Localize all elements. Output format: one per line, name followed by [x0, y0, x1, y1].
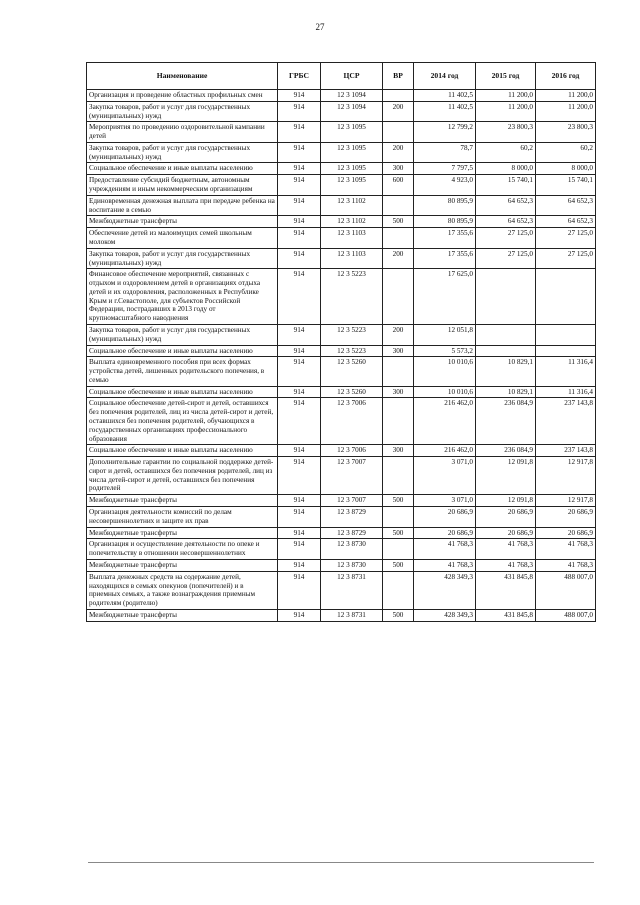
cell-name: Межбюджетные трансферты: [87, 559, 278, 571]
cell-2015: 23 800,3: [476, 122, 536, 143]
cell-vr: 200: [383, 248, 414, 269]
cell-2014: 80 895,9: [414, 216, 476, 228]
header-name: Наименование: [87, 63, 278, 90]
cell-2014: 12 051,8: [414, 324, 476, 345]
cell-2015: 236 084,9: [476, 445, 536, 457]
cell-2015: [476, 345, 536, 357]
cell-vr: [383, 398, 414, 445]
cell-grbs: 914: [278, 609, 321, 621]
cell-vr: 300: [383, 163, 414, 175]
cell-2015: 10 829,1: [476, 386, 536, 398]
cell-2015: 15 740,1: [476, 175, 536, 196]
cell-csr: 12 3 8729: [321, 527, 383, 539]
cell-2016: 27 125,0: [536, 248, 596, 269]
header-csr: ЦСР: [321, 63, 383, 90]
cell-2014: 20 686,9: [414, 507, 476, 528]
cell-vr: 300: [383, 345, 414, 357]
cell-2015: 41 768,3: [476, 559, 536, 571]
cell-2016: 41 768,3: [536, 539, 596, 560]
cell-2016: 12 917,8: [536, 495, 596, 507]
cell-2014: 10 010,6: [414, 357, 476, 386]
cell-2014: 17 355,6: [414, 248, 476, 269]
cell-vr: 500: [383, 559, 414, 571]
cell-csr: 12 3 8730: [321, 539, 383, 560]
table-row: [87, 324, 596, 345]
cell-vr: [383, 122, 414, 143]
cell-2015: 60,2: [476, 142, 536, 163]
cell-grbs: 914: [278, 228, 321, 249]
cell-grbs: 914: [278, 571, 321, 609]
cell-vr: [383, 571, 414, 609]
table-row: [87, 457, 596, 495]
cell-grbs: 914: [278, 345, 321, 357]
cell-csr: 12 3 7006: [321, 445, 383, 457]
cell-2016: 15 740,1: [536, 175, 596, 196]
cell-2016: 11 316,4: [536, 357, 596, 386]
cell-csr: 12 3 1103: [321, 228, 383, 249]
cell-csr: 12 3 5223: [321, 269, 383, 325]
cell-grbs: 914: [278, 324, 321, 345]
cell-grbs: 914: [278, 495, 321, 507]
cell-2016: 23 800,3: [536, 122, 596, 143]
cell-2016: 64 652,3: [536, 195, 596, 216]
cell-2014: 17 355,6: [414, 228, 476, 249]
cell-2014: 5 573,2: [414, 345, 476, 357]
cell-name: Предоставление субсидий бюджетным, автономным учреждениям и иным некоммерческим организациям: [87, 175, 278, 196]
cell-2016: 12 917,8: [536, 457, 596, 495]
cell-csr: 12 3 1095: [321, 122, 383, 143]
cell-2014: 20 686,9: [414, 527, 476, 539]
cell-2016: [536, 324, 596, 345]
page-number: 27: [315, 22, 325, 32]
cell-grbs: 914: [278, 386, 321, 398]
cell-2014: 17 625,0: [414, 269, 476, 325]
cell-vr: 200: [383, 324, 414, 345]
table-body: [87, 90, 596, 622]
cell-vr: [383, 228, 414, 249]
table-row: [87, 90, 596, 102]
cell-name: Закупка товаров, работ и услуг для государственных (муниципальных) нужд: [87, 324, 278, 345]
table-row: [87, 248, 596, 269]
cell-csr: 12 3 1102: [321, 195, 383, 216]
cell-2016: 237 143,8: [536, 445, 596, 457]
header-vr: ВР: [383, 63, 414, 90]
table-row: [87, 386, 596, 398]
cell-name: Выплата денежных средств на содержание детей, находящихся в семьях опекунов (попечителей) и в приемных семьях, а также вознаграждения приемным родителям (родителю): [87, 571, 278, 609]
cell-name: Обеспечение детей из малоимущих семей школьным молоком: [87, 228, 278, 249]
cell-csr: 12 3 5223: [321, 324, 383, 345]
cell-2015: 12 091,8: [476, 457, 536, 495]
cell-csr: 12 3 1094: [321, 101, 383, 122]
cell-2016: 64 652,3: [536, 216, 596, 228]
table-row: [87, 269, 596, 325]
cell-name: Организация и проведение областных профильных смен: [87, 90, 278, 102]
cell-grbs: 914: [278, 101, 321, 122]
table-row: [87, 609, 596, 621]
bottom-divider: [88, 862, 594, 863]
cell-name: Социальное обеспечение и иные выплаты населению: [87, 445, 278, 457]
table-row: [87, 495, 596, 507]
table-row: [87, 163, 596, 175]
cell-vr: [383, 195, 414, 216]
cell-2015: 27 125,0: [476, 228, 536, 249]
cell-grbs: 914: [278, 216, 321, 228]
header-grbs: ГРБС: [278, 63, 321, 90]
table-row: [87, 539, 596, 560]
cell-name: Закупка товаров, работ и услуг для государственных (муниципальных) нужд: [87, 248, 278, 269]
cell-2014: 7 797,5: [414, 163, 476, 175]
cell-2016: 20 686,9: [536, 527, 596, 539]
cell-2016: 20 686,9: [536, 507, 596, 528]
header-2015: 2015 год: [476, 63, 536, 90]
cell-2014: 3 071,0: [414, 457, 476, 495]
table-row: [87, 571, 596, 609]
cell-2016: 27 125,0: [536, 228, 596, 249]
cell-csr: 12 3 7006: [321, 398, 383, 445]
cell-vr: 200: [383, 142, 414, 163]
cell-grbs: 914: [278, 507, 321, 528]
cell-2014: 41 768,3: [414, 559, 476, 571]
cell-name: Социальное обеспечение и иные выплаты населению: [87, 345, 278, 357]
cell-2016: 11 200,0: [536, 90, 596, 102]
table-row: [87, 142, 596, 163]
cell-grbs: 914: [278, 175, 321, 196]
cell-2014: 11 402,5: [414, 101, 476, 122]
cell-grbs: 914: [278, 539, 321, 560]
table-row: [87, 445, 596, 457]
cell-grbs: 914: [278, 248, 321, 269]
cell-vr: 500: [383, 527, 414, 539]
cell-name: Закупка товаров, работ и услуг для государственных (муниципальных) нужд: [87, 101, 278, 122]
cell-2015: 20 686,9: [476, 527, 536, 539]
cell-2015: 431 845,8: [476, 571, 536, 609]
cell-2016: 8 000,0: [536, 163, 596, 175]
cell-grbs: 914: [278, 195, 321, 216]
table-row: [87, 101, 596, 122]
table-row: [87, 228, 596, 249]
cell-csr: 12 3 8729: [321, 507, 383, 528]
cell-2016: 488 007,0: [536, 571, 596, 609]
cell-2016: [536, 345, 596, 357]
cell-csr: 12 3 7007: [321, 495, 383, 507]
cell-name: Организация и осуществление деятельности по опеке и попечительству в отношении несовершеннолетних: [87, 539, 278, 560]
table-row: [87, 345, 596, 357]
cell-name: Дополнительные гарантии по социальной поддержке детей-сирот и детей, оставшихся без попечения родителей, лиц из числа детей-сирот и детей, оставшихся без попечения родителей: [87, 457, 278, 495]
cell-csr: 12 3 8730: [321, 559, 383, 571]
cell-name: Межбюджетные трансферты: [87, 216, 278, 228]
cell-vr: 300: [383, 445, 414, 457]
cell-csr: 12 3 1095: [321, 163, 383, 175]
cell-csr: 12 3 8731: [321, 571, 383, 609]
cell-2015: 41 768,3: [476, 539, 536, 560]
cell-2016: 11 200,0: [536, 101, 596, 122]
cell-vr: 500: [383, 609, 414, 621]
cell-vr: 500: [383, 495, 414, 507]
cell-2014: 10 010,6: [414, 386, 476, 398]
cell-2014: 216 462,0: [414, 398, 476, 445]
cell-csr: 12 3 1095: [321, 142, 383, 163]
cell-2015: 431 845,8: [476, 609, 536, 621]
cell-name: Мероприятия по проведению оздоровительной кампании детей: [87, 122, 278, 143]
cell-grbs: 914: [278, 457, 321, 495]
cell-grbs: 914: [278, 163, 321, 175]
cell-vr: [383, 90, 414, 102]
cell-2015: 8 000,0: [476, 163, 536, 175]
cell-2016: 41 768,3: [536, 559, 596, 571]
cell-vr: [383, 507, 414, 528]
cell-name: Межбюджетные трансферты: [87, 527, 278, 539]
table-row: [87, 357, 596, 386]
table-row: [87, 216, 596, 228]
table-row: [87, 507, 596, 528]
cell-grbs: 914: [278, 142, 321, 163]
cell-csr: 12 3 1103: [321, 248, 383, 269]
cell-2014: 12 799,2: [414, 122, 476, 143]
cell-vr: 500: [383, 216, 414, 228]
cell-2016: 237 143,8: [536, 398, 596, 445]
cell-grbs: 914: [278, 357, 321, 386]
cell-2015: 20 686,9: [476, 507, 536, 528]
table-row: [87, 175, 596, 196]
cell-csr: 12 3 5260: [321, 357, 383, 386]
cell-2016: [536, 269, 596, 325]
cell-name: Финансовое обеспечение мероприятий, связанных с отдыхом и оздоровлением детей в организациях отдыха детей и их оздоровления, расположенных в Республике Крым и г.Севастополе, для субъектов Российской Федерации, пострадавших в 2013 году от крупномасштабного наводнения: [87, 269, 278, 325]
table-row: [87, 195, 596, 216]
cell-vr: [383, 269, 414, 325]
cell-csr: 12 3 5260: [321, 386, 383, 398]
table-header-row: [87, 63, 596, 90]
cell-2015: 12 091,8: [476, 495, 536, 507]
cell-2015: 11 200,0: [476, 90, 536, 102]
cell-2015: [476, 269, 536, 325]
cell-name: Выплата единовременного пособия при всех формах устройства детей, лишенных родительского попечения, в семью: [87, 357, 278, 386]
cell-2014: 41 768,3: [414, 539, 476, 560]
cell-2015: 236 084,9: [476, 398, 536, 445]
cell-csr: 12 3 5223: [321, 345, 383, 357]
cell-2015: 27 125,0: [476, 248, 536, 269]
cell-grbs: 914: [278, 269, 321, 325]
cell-2014: 78,7: [414, 142, 476, 163]
table-row: [87, 559, 596, 571]
cell-name: Межбюджетные трансферты: [87, 609, 278, 621]
cell-vr: [383, 357, 414, 386]
cell-name: Единовременная денежная выплата при передаче ребенка на воспитание в семью: [87, 195, 278, 216]
cell-name: Закупка товаров, работ и услуг для государственных (муниципальных) нужд: [87, 142, 278, 163]
cell-name: Социальное обеспечение детей-сирот и детей, оставшихся без попечения родителей, лиц из числа детей-сирот и детей, оставшихся без попечения родителей, обучающихся в государственных организациях профессионального образования: [87, 398, 278, 445]
header-2014: 2014 год: [414, 63, 476, 90]
cell-vr: 600: [383, 175, 414, 196]
budget-table: [86, 62, 596, 622]
cell-csr: 12 3 8731: [321, 609, 383, 621]
cell-name: Социальное обеспечение и иные выплаты населению: [87, 386, 278, 398]
cell-2015: [476, 324, 536, 345]
cell-2014: 428 349,3: [414, 571, 476, 609]
table-row: [87, 122, 596, 143]
cell-2015: 10 829,1: [476, 357, 536, 386]
cell-grbs: 914: [278, 445, 321, 457]
cell-csr: 12 3 1095: [321, 175, 383, 196]
cell-name: Межбюджетные трансферты: [87, 495, 278, 507]
cell-2014: 11 402,5: [414, 90, 476, 102]
cell-2014: 428 349,3: [414, 609, 476, 621]
cell-name: Социальное обеспечение и иные выплаты населению: [87, 163, 278, 175]
cell-grbs: 914: [278, 122, 321, 143]
cell-vr: [383, 457, 414, 495]
cell-vr: 200: [383, 101, 414, 122]
cell-2015: 64 652,3: [476, 195, 536, 216]
cell-grbs: 914: [278, 398, 321, 445]
cell-csr: 12 3 1094: [321, 90, 383, 102]
cell-grbs: 914: [278, 527, 321, 539]
cell-2014: 3 071,0: [414, 495, 476, 507]
table-row: [87, 527, 596, 539]
cell-2015: 11 200,0: [476, 101, 536, 122]
cell-vr: [383, 539, 414, 560]
cell-csr: 12 3 1102: [321, 216, 383, 228]
cell-2016: 11 316,4: [536, 386, 596, 398]
cell-csr: 12 3 7007: [321, 457, 383, 495]
cell-2016: 60,2: [536, 142, 596, 163]
cell-name: Организация деятельности комиссий по делам несовершеннолетних и защите их прав: [87, 507, 278, 528]
cell-2014: 4 923,0: [414, 175, 476, 196]
cell-grbs: 914: [278, 559, 321, 571]
cell-2014: 216 462,0: [414, 445, 476, 457]
cell-vr: 300: [383, 386, 414, 398]
cell-2016: 488 007,0: [536, 609, 596, 621]
header-2016: 2016 год: [536, 63, 596, 90]
cell-2014: 80 895,9: [414, 195, 476, 216]
cell-2015: 64 652,3: [476, 216, 536, 228]
table-row: [87, 398, 596, 445]
cell-grbs: 914: [278, 90, 321, 102]
